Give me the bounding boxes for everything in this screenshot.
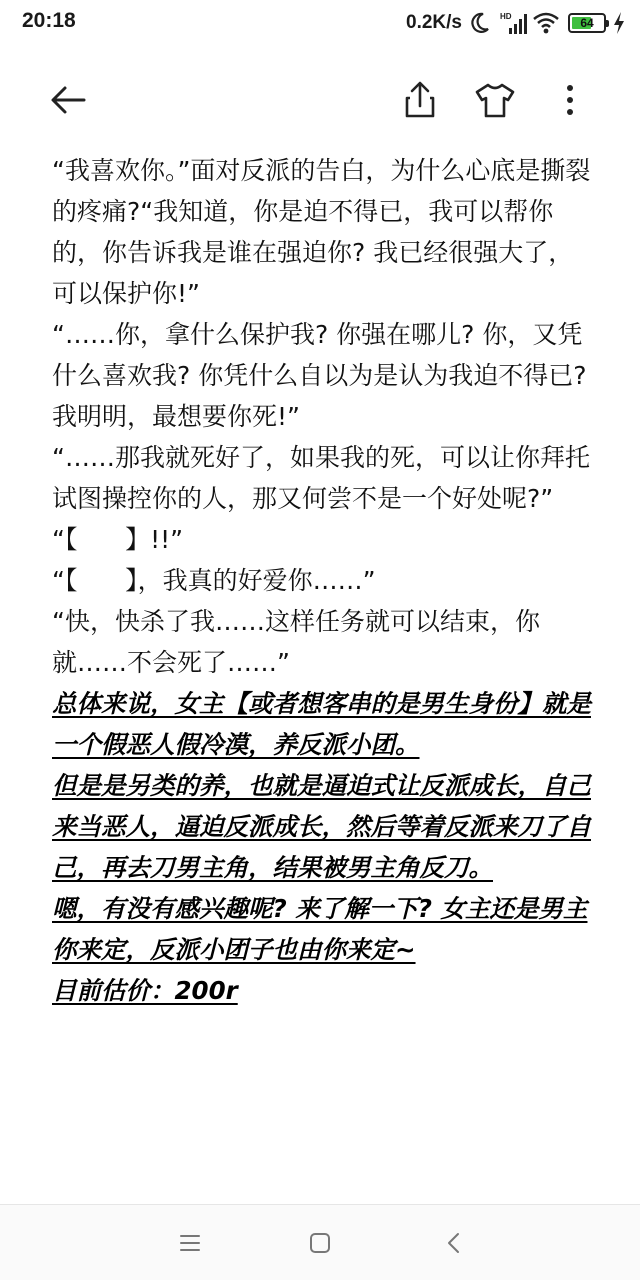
recent-apps-button[interactable] [176,1229,204,1257]
share-icon [398,78,442,122]
charging-icon [612,10,626,36]
story-paragraph: “【 】!!” [52,525,184,554]
hd-signal-icon [500,10,526,36]
story-paragraph: “快，快杀了我……这样任务就可以结束，你就……不会死了……” [52,607,540,677]
svg-text:HD: HD [500,12,512,21]
tshirt-icon [472,78,518,122]
status-bar [0,0,640,48]
wifi-icon [532,10,558,36]
story-paragraph: “……那我就死好了，如果我的死，可以让你拜托试图操控你的人，那又何尝不是一个好处呢?” [52,443,590,513]
more-options-button[interactable] [552,78,588,122]
battery-icon [568,13,606,33]
story-paragraph: “……你，拿什么保护我? 你强在哪儿? 你，又凭什么喜欢我? 你凭什么自以为是认为我迫不得已? 我明明，最想要你死!” [52,320,595,431]
summary-paragraph: 嗯，有没有感兴趣呢? 来了解一下? 女主还是男主你来定，反派小团子也由你来定~ [52,894,588,964]
menu-icon [176,1229,204,1257]
back-arrow-icon [46,78,90,122]
article-body [52,150,595,1011]
moon-icon [468,10,494,36]
battery-level: 64 [580,16,594,30]
nav-back-button[interactable] [440,1229,468,1257]
home-square-icon [306,1229,334,1257]
network-speed: 0.2K/s [406,12,462,33]
share-button[interactable] [398,78,442,122]
theme-skin-button[interactable] [472,78,518,122]
reader-toolbar [0,70,640,130]
system-nav-bar [0,1205,640,1280]
summary-paragraph: 总体来说，女主【或者想客串的是男生身份】就是一个假恶人假冷漠，养反派小团。 [52,689,591,759]
back-button[interactable] [46,78,90,122]
home-button[interactable] [306,1229,334,1257]
back-chevron-icon [440,1229,468,1257]
story-paragraph: “【 】，我真的好爱你……” [52,566,376,595]
story-paragraph: “我喜欢你。”面对反派的告白，为什么心底是撕裂的疼痛?“我知道，你是迫不得已，我可以帮你的，你告诉我是谁在强迫你? 我已经很强大了，可以保护你!” [52,156,591,308]
summary-paragraph: 但是是另类的养，也就是逼迫式让反派成长，自己来当恶人，逼迫反派成长，然后等着反派来刀了自己，再去刀男主角，结果被男主角反刀。 [52,771,591,882]
status-time: 20:18 [22,9,76,32]
status-indicators [406,10,626,36]
price-estimate: 目前估价：200r [52,976,238,1005]
more-vertical-icon [552,78,588,122]
